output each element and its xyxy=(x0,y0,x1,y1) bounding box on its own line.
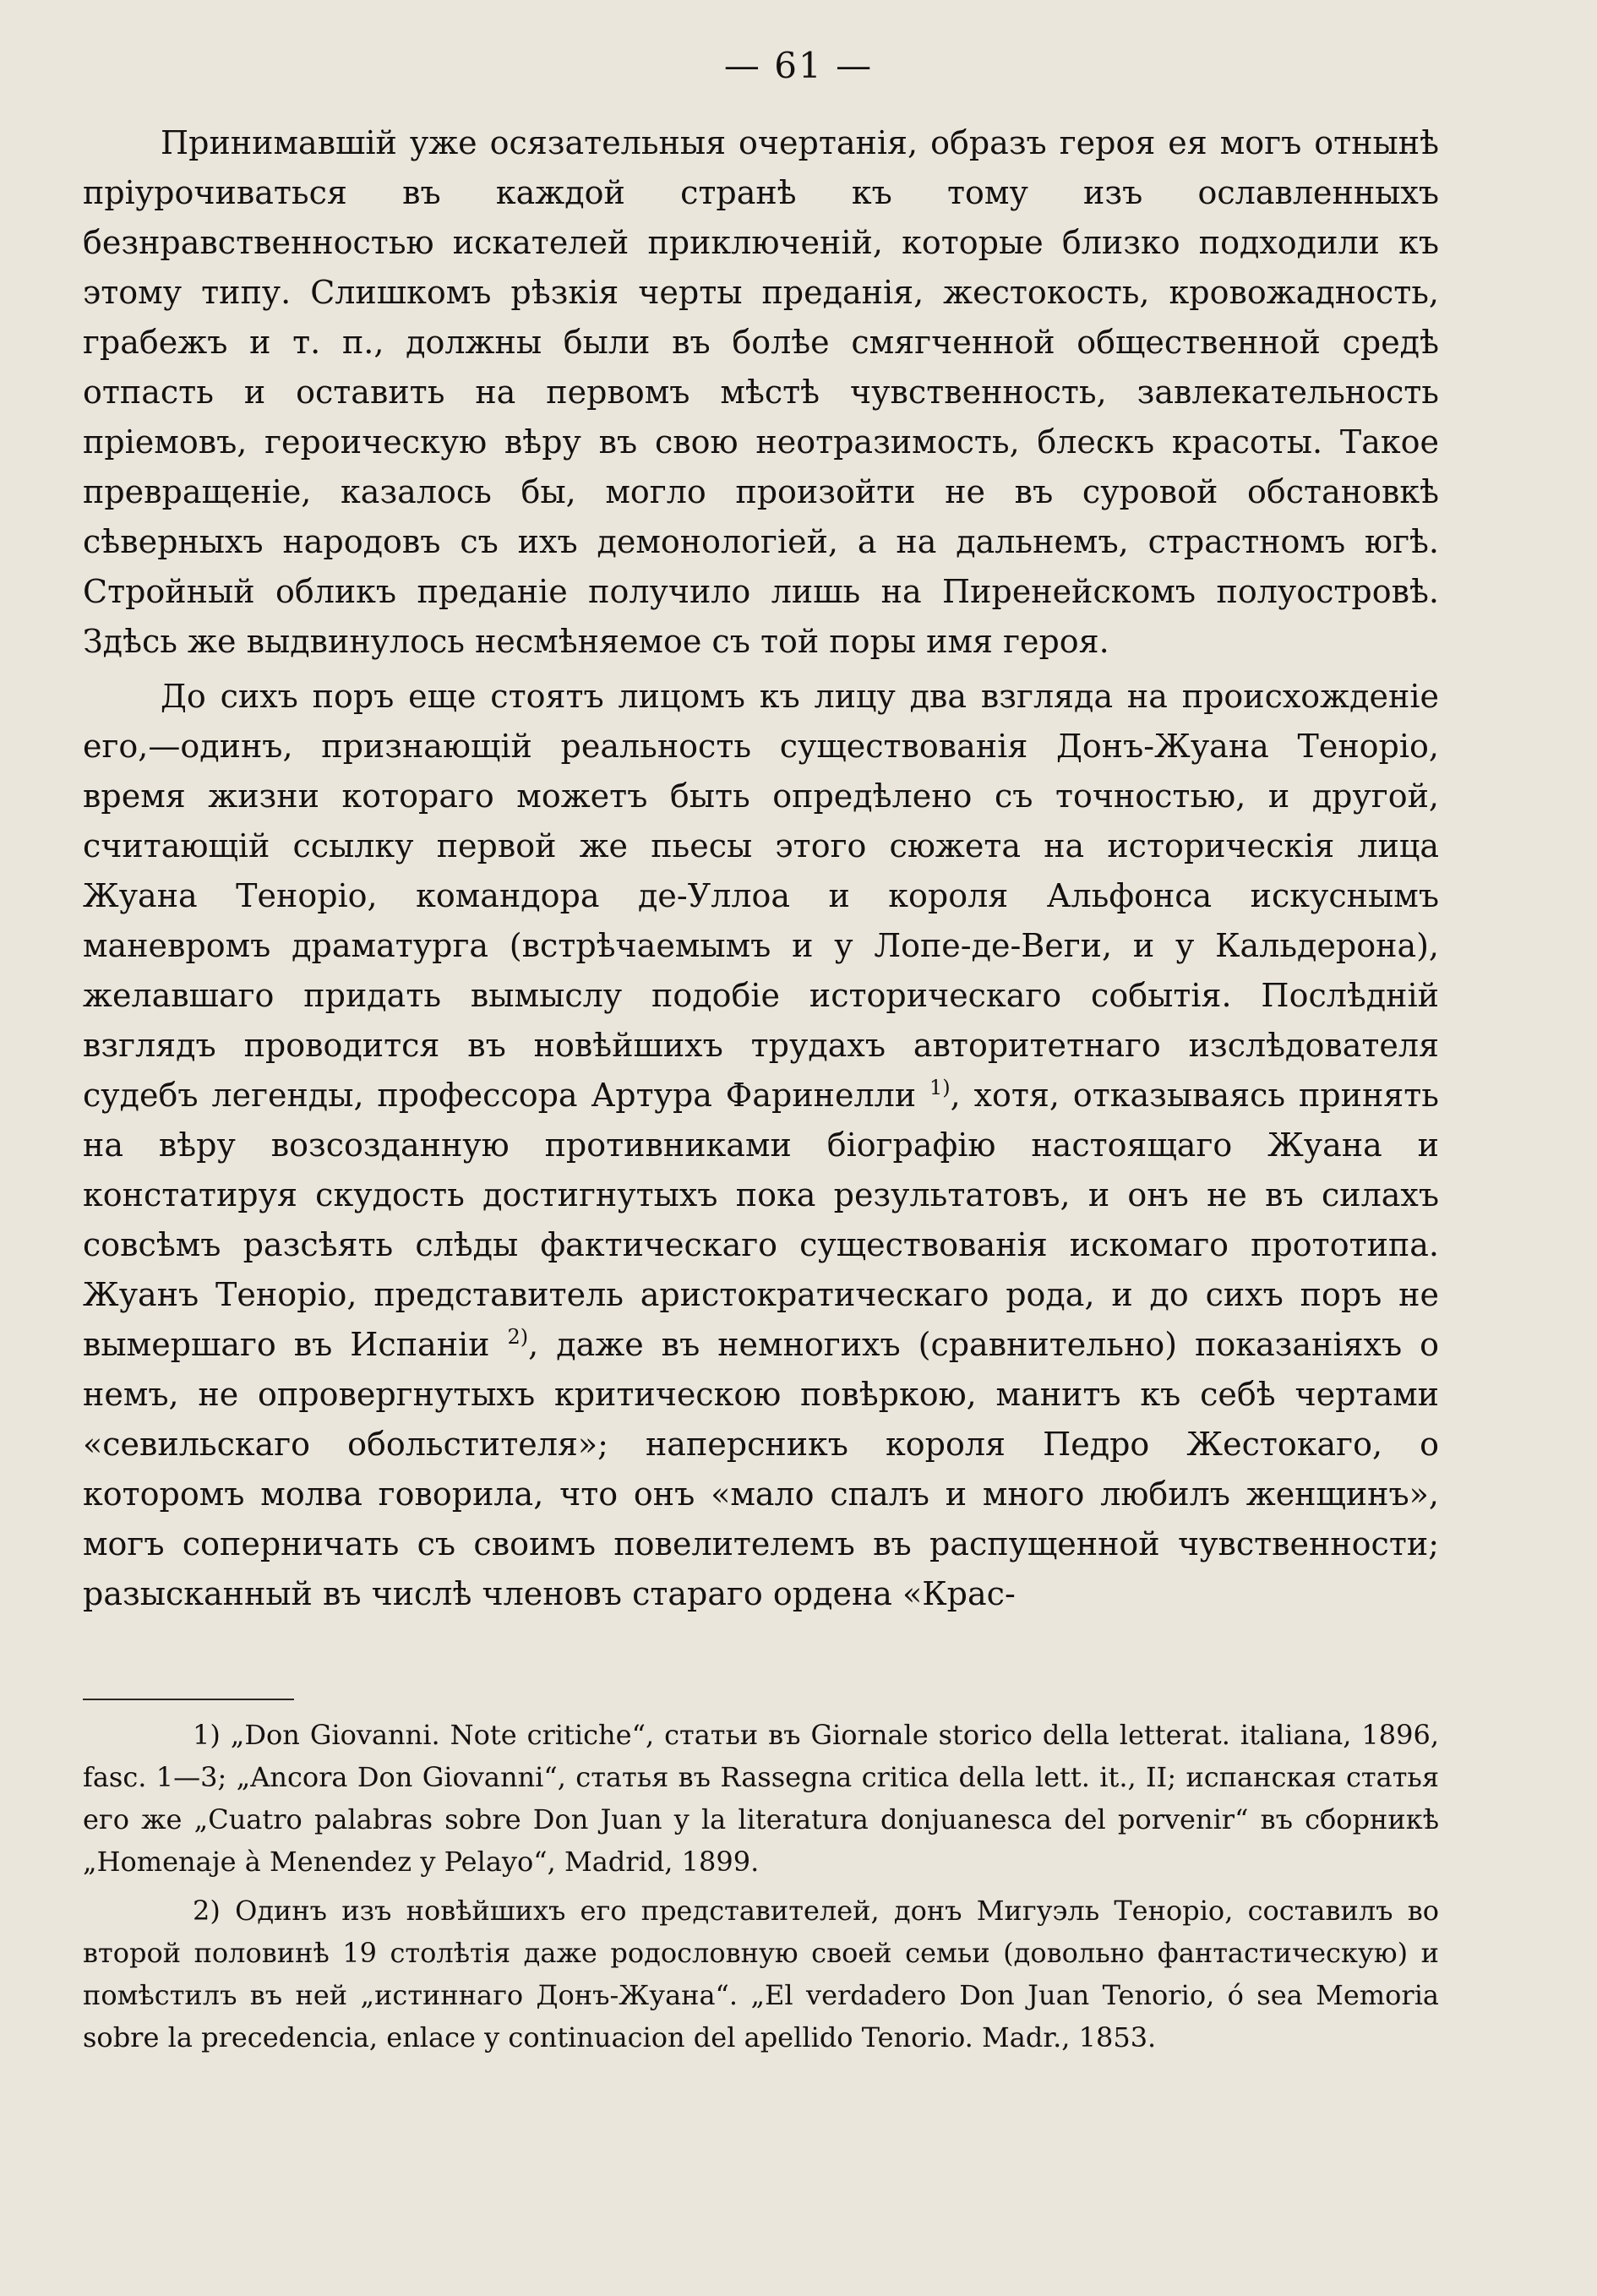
footnote-ref-1: 1) xyxy=(929,1076,951,1099)
footnote-1-marker: 1) xyxy=(193,1719,221,1751)
footnote-divider xyxy=(83,1699,294,1700)
paragraph-2-part-1: До сихъ поръ еще стоятъ лицомъ къ лицу два взгляда на происхожденіе его,—одинъ, признающій реальность существованія Донъ-Жуана Теноріо, время жизни котораго можетъ быть опредѣлено съ точностью, и другой, считающій ссылку первой же пьесы этого сюжета на историческія лица Жуана Теноріо, командора де-Уллоа и короля Альфонса искуснымъ маневромъ драматурга (встрѣчаемымъ и у Лопе-де-Веги, и у Кальдерона), желавшаго придать вымыслу подобіе историческаго событія. Послѣдній взглядъ проводится въ новѣйшихъ трудахъ авторитетнаго изслѣдователя судебъ легенды, профессора Артура Фаринелли xyxy=(83,678,1439,1114)
paragraph-2-part-2: , хотя, отказываясь принять на вѣру возсозданную противниками біографію настоящаго Жуана и констатируя скудость достигнутыхъ пока результатовъ, и онъ не въ силахъ совсѣмъ разсѣять слѣды фактическаго существованія искомаго прототипа. Жуанъ Теноріо, представитель аристократическаго рода, и до сихъ поръ не вымершаго въ Испаніи xyxy=(83,1077,1439,1363)
footnotes xyxy=(83,1714,1439,2059)
footnote-ref-2: 2) xyxy=(507,1325,529,1349)
footnote-2-marker: 2) xyxy=(193,1895,221,1927)
paragraph-2 xyxy=(83,672,1439,1619)
page-number: — 61 — xyxy=(723,45,874,86)
footnote-1 xyxy=(83,1714,1439,1883)
footnote-2 xyxy=(83,1890,1439,2059)
paragraph-1: Принимавшій уже осязательныя очертанія, образъ героя ея могъ отнынѣ пріурочиваться въ каждой странѣ къ тому изъ ославленныхъ безнравственностью искателей приключеній, которые близко подходили къ этому типу. Слишкомъ рѣзкія черты преданія, жестокость, кровожадность, грабежъ и т. п., должны были въ болѣе смягченной общественной средѣ отпасть и оставить на первомъ мѣстѣ чувственность, завлекательность пріемовъ, героическую вѣру въ свою неотразимость, блескъ красоты. Такое превращеніе, казалось бы, могло произойти не въ суровой обстановкѣ сѣверныхъ народовъ съ ихъ демонологіей, а на дальнемъ, страстномъ югѣ. Стройный обликъ преданіе получило лишь на Пиренейскомъ полуостровѣ. Здѣсь же выдвинулось несмѣняемое съ той поры имя героя. xyxy=(83,124,1439,660)
footnote-1-text: „Don Giovanni. Note critiche“, статьи въ Giornale storico della letterat. italiana, 1896, fasc. 1—3; „Ancora Don Giovanni“, статья въ Rassegna critica della lett. it., II; испанская статья его же „Cuatro palabras sobre Don Juan y la literatura donjuanesca del porvenir“ въ сборникѣ „Homenaje à Menendez y Pelayo“, Madrid, 1899. xyxy=(83,1719,1440,1878)
main-text xyxy=(83,118,1439,1619)
footnote-2-text: Одинъ изъ новѣйшихъ его представителей, донъ Мигуэль Теноріо, составилъ во второй половинѣ 19 столѣтія даже родословную своей семьи (довольно фантастическую) и помѣстилъ въ ней „истиннаго Донъ-Жуана“. „El verdadero Don Juan Tenorio, ó sea Memoria sobre la precedencia, enlace y continuacion del apellido Tenorio. Madr., 1853. xyxy=(83,1895,1440,2053)
paragraph-2-part-3: , даже въ немногихъ (сравнительно) показаніяхъ о немъ, не опровергнутыхъ критическою повѣркою, манитъ къ себѣ чертами «севильскаго обольстителя»; наперсникъ короля Педро Жестокаго, о которомъ молва говорила, что онъ «мало спалъ и много любилъ женщинъ», могъ соперничать съ своимъ повелителемъ въ распущенной чувственности; разысканный въ числѣ членовъ стараго ордена «Крас- xyxy=(83,1326,1439,1612)
